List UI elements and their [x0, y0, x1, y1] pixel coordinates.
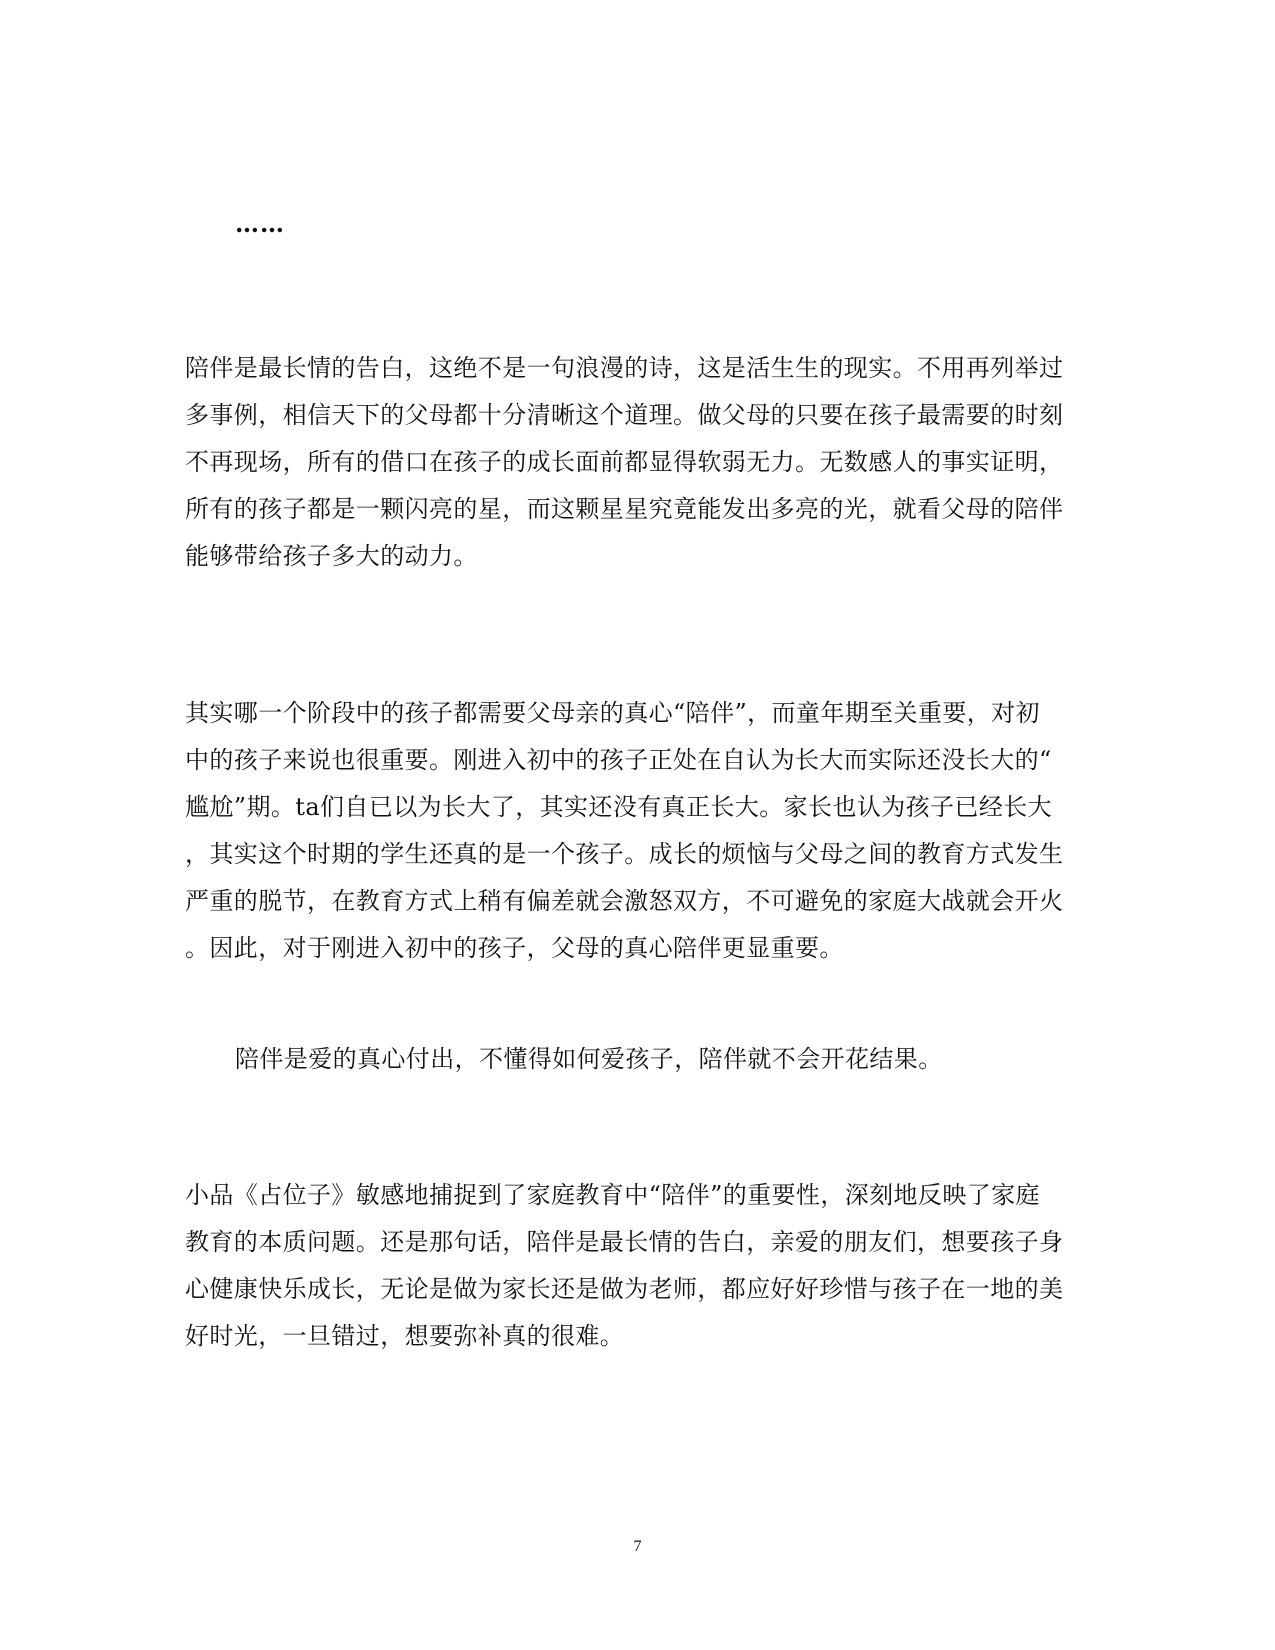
paragraph-sketch-conclusion: 小品《占位子》敏感地捕捉到了家庭教育中“陪伴”的重要性，深刻地反映了家庭 教育的本质问题。还是那句话，陪伴是最长情的告白，亲爱的朋友们，想要孩子身 心健康快乐成长，无论是做为家长还是做为老师，都应好好珍惜与孩子在一地的美 好时光，一旦错过，想要弥补真的很难。 — [185, 1181, 1064, 1350]
paragraph-junior-high-children: 其实哪一个阶段中的孩子都需要父母亲的真心“陪伴”，而童年期至关重要，对初 中的孩子来说也很重要。刚进入初中的孩子正处在自认为长大而实际还没长大的“ 尴尬”期。ta们自已以为长大了，其实还没有真正长大。家长也认为孩子已经长大 ，其实这个时期的学生还真的是一个孩子。成长的烦恼与父母之间的教育方式发生 严重的脱节，在教育方式上稍有偏差就会激怒双方，不可避免的家庭大战就会开火 。因此，对于刚进入初中的孩子，父母的真心陪伴更显重要。 — [185, 699, 1064, 962]
paragraph-companionship-confession: 陪伴是最长情的告白，这绝不是一句浪漫的诗，这是活生生的现实。不用再列举过 多事例，相信天下的父母都十分清晰这个道理。做父母的只要在孩子最需要的时刻 不再现场，所有的借口在孩子的成长面前都显得软弱无力。无数感人的事实证明， 所有的孩子都是一颗闪亮的星，而这颗星星究竟能发出多亮的光，就看父母的陪伴 能够带给孩子多大的动力。 — [185, 354, 1064, 570]
paragraph-love-payment: 陪伴是爱的真心付出，不懂得如何爱孩子，陪伴就不会开花结果。 — [235, 1045, 943, 1073]
page-number: 7 — [633, 1538, 642, 1555]
ellipsis-text: …… — [235, 209, 285, 238]
